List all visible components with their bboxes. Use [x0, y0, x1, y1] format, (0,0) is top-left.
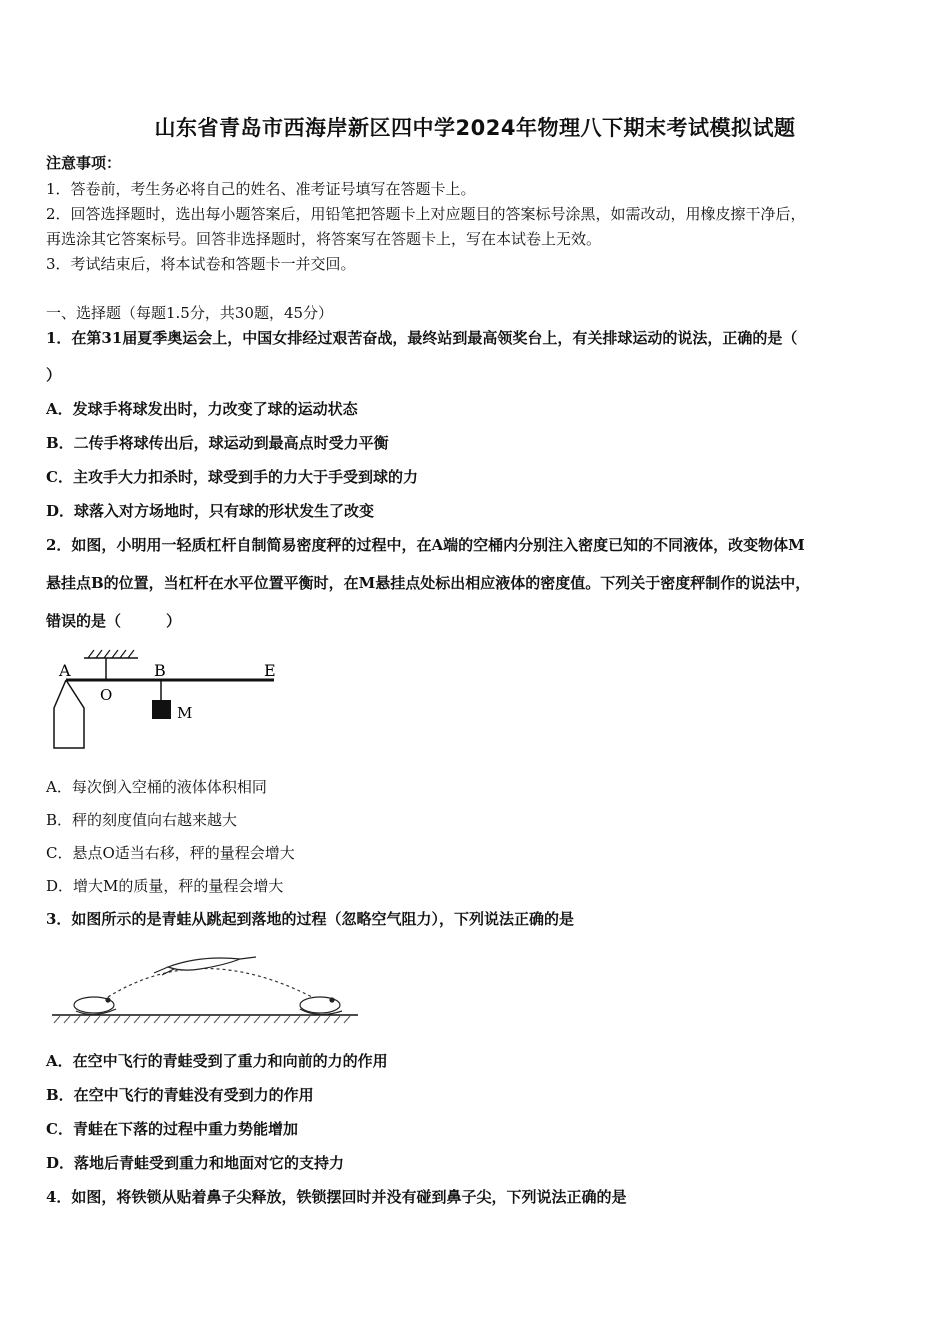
- section-heading: 一、选择题（每题1.5分，共30题，45分）: [46, 304, 334, 322]
- question-1-stem: 1．在第31届夏季奥运会上，中国女排经过艰苦奋战，最终站到最高领奖台上，有关排球运动的说法，正确的是（: [46, 329, 798, 347]
- question-1-option-c: C．主攻手大力扣杀时，球受到手的力大于手受到球的力: [46, 468, 418, 486]
- notice-item: 再选涂其它答案标号。回答非选择题时，将答案写在答题卡上，写在本试卷上无效。: [46, 230, 602, 248]
- label-b: B: [154, 661, 166, 680]
- question-1-option-d: D．球落入对方场地时，只有球的形状发生了改变: [46, 502, 375, 520]
- question-3-option-b: B．在空中飞行的青蛙没有受到力的作用: [46, 1086, 314, 1104]
- label-e: E: [264, 661, 276, 680]
- lever-figure: [46, 640, 286, 755]
- weight-m: [152, 700, 171, 719]
- bucket: [54, 680, 84, 748]
- frog-start: [74, 997, 116, 1015]
- question-2-stem: 悬挂点B的位置，当杠杆在水平位置平衡时，在M悬挂点处标出相应液体的密度值。下列关于密度秤制作的说法中，: [46, 574, 811, 592]
- frog-jump-figure: [50, 945, 362, 1027]
- notice-item: 3．考试结束后，将本试卷和答题卡一并交回。: [46, 255, 356, 273]
- notice-item: 1．答卷前，考生务必将自己的姓名、准考证号填写在答题卡上。: [46, 180, 476, 198]
- ceiling-hatch: [88, 650, 134, 658]
- question-2-option-a: A．每次倒入空桶的液体体积相同: [46, 778, 267, 796]
- frog-end: [300, 997, 342, 1015]
- question-3-stem: 3．如图所示的是青蛙从跳起到落地的过程（忽略空气阻力），下列说法正确的是: [46, 910, 574, 928]
- question-3-option-c: C．青蛙在下落的过程中重力势能增加: [46, 1120, 298, 1138]
- question-2-stem: 2．如图，小明用一轻质杠杆自制简易密度秤的过程中，在A端的空桶内分别注入密度已知的不同液体，改变物体M: [46, 536, 805, 554]
- label-a: A: [59, 661, 71, 680]
- notice-heading: 注意事项：: [46, 154, 122, 172]
- notice-item: 2．回答选择题时，选出每小题答案后，用铅笔把答题卡上对应题目的答案标号涂黑，如需改动，用橡皮擦干净后，: [46, 205, 806, 223]
- page-title: 山东省青岛市西海岸新区四中学2024年物理八下期末考试模拟试题: [154, 116, 796, 140]
- question-1-stem-end: ）: [46, 366, 62, 384]
- trajectory-path: [108, 969, 312, 998]
- question-2-option-c: C．悬点O适当右移，秤的量程会增大: [46, 844, 295, 862]
- question-4-stem: 4．如图，将铁锁从贴着鼻子尖释放，铁锁摆回时并没有碰到鼻子尖，下列说法正确的是: [46, 1188, 627, 1206]
- question-3-option-a: A．在空中飞行的青蛙受到了重力和向前的力的作用: [46, 1052, 388, 1070]
- question-2-option-b: B．秤的刻度值向右越来越大: [46, 811, 238, 829]
- question-3-option-d: D．落地后青蛙受到重力和地面对它的支持力: [46, 1154, 345, 1172]
- question-1-option-a: A．发球手将球发出时，力改变了球的运动状态: [46, 400, 358, 418]
- question-1-option-b: B．二传手将球传出后，球运动到最高点时受力平衡: [46, 434, 389, 452]
- label-m: M: [177, 704, 193, 722]
- label-o: O: [100, 686, 113, 704]
- question-2-stem: 错误的是（ ）: [46, 612, 182, 630]
- ground-hatch: [54, 1016, 350, 1023]
- question-2-option-d: D．增大M的质量，秤的量程会增大: [46, 877, 284, 895]
